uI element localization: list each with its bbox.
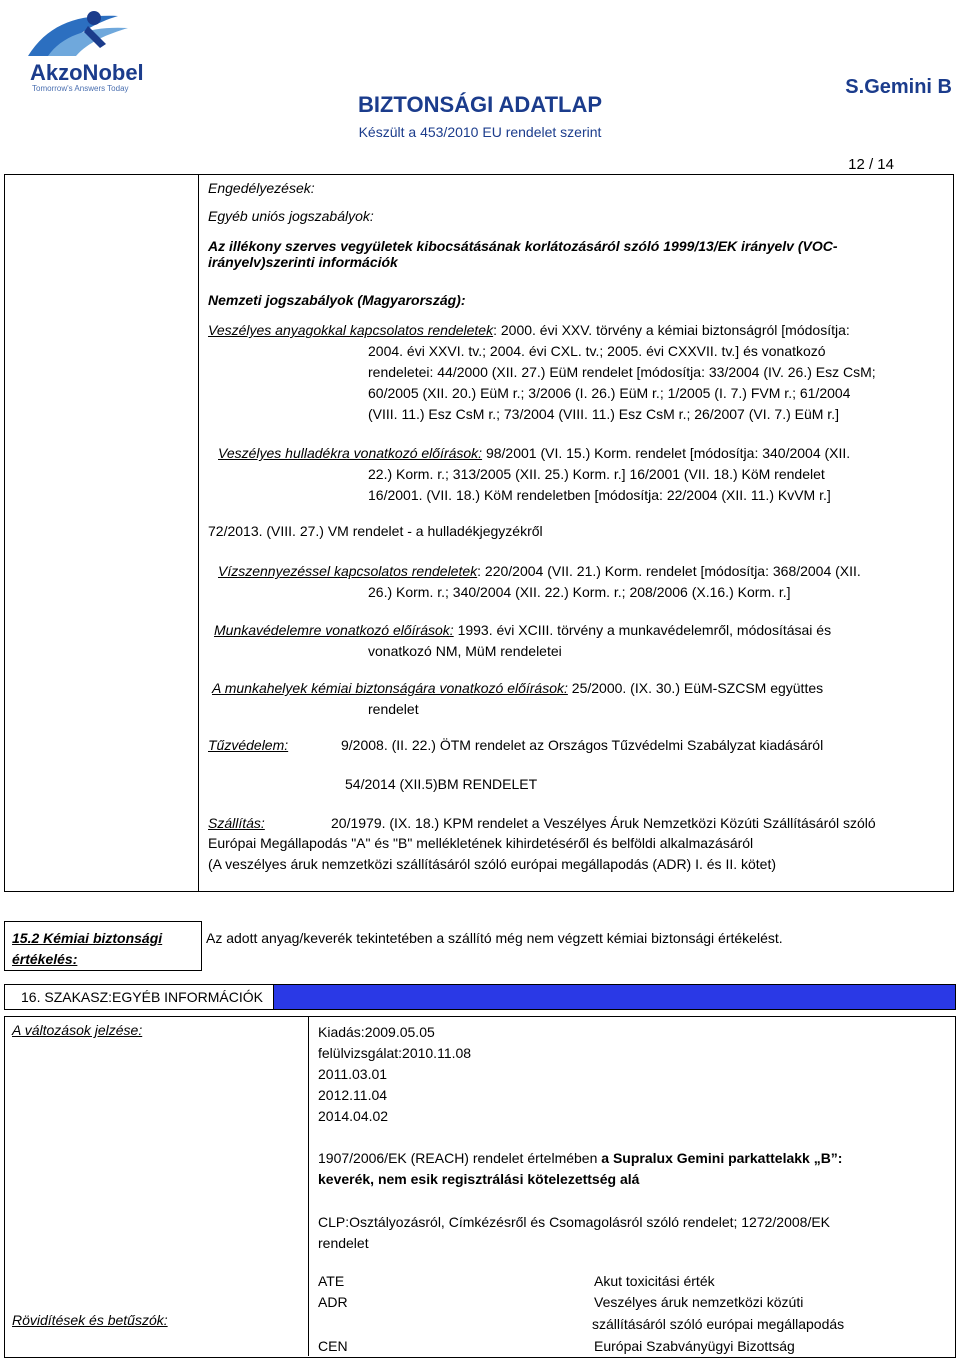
hazardous-waste-regulations: Veszélyes hulladékra vonatkozó előírások: 98/2001 (VI. 15.) Korm. rendelet [módosítja: 340/2004 (XII. 22.) Korm. r.; 313/2005 (XII. 25.) Korm. r.] 16/2001 (VII. 18.) KöM rendelet 16/2001. (VII. 18.) KöM rendeletben [módosítja: 22/2004 (XII. 11.) KvVM r.] <box>218 445 851 503</box>
voc-directive-heading <box>208 238 948 270</box>
revision-dates <box>318 1022 471 1127</box>
chemical-safety-assessment-text: Az adott anyag/keverék tekintetében a szállító még nem végzett kémiai biztonsági értékelést. <box>206 930 783 946</box>
transport-regulation-3: (A veszélyes áruk nemzetközi szállításáról szóló európai megállapodás (ADR) I. és II. kötet) <box>208 856 777 872</box>
logo-wordmark: AkzoNobel <box>30 60 144 85</box>
other-eu-regulations-label: Egyéb uniós jogszabályok: <box>208 208 374 224</box>
other-information-divider <box>308 1016 309 1356</box>
waste-list-regulation: 72/2013. (VIII. 27.) VM rendelet - a hulladékjegyzékről <box>208 523 543 539</box>
national-regulations-heading: Nemzeti jogszabályok (Magyarország): <box>208 292 466 308</box>
fire-protection-label: Tűzvédelem: <box>208 737 289 753</box>
product-name: S.Gemini B <box>845 76 952 98</box>
reach-statement: 1907/2006/EK (REACH) rendelet értelmében a Supralux Gemini parkattelakk „B”: keverék, nem esik regisztrálási kötelezettség alá <box>318 1150 843 1187</box>
chemical-safety-assessment-label: 15.2 Kémiai biztonsági értékelés: <box>12 930 163 967</box>
revision-date: Kiadás:2009.05.05 <box>318 1024 435 1040</box>
fire-protection-regulation-2: 54/2014 (XII.5)BM RENDELET <box>345 776 538 792</box>
voc-line-2: irányelv)szerinti információk <box>208 254 398 270</box>
section-16-header-bar <box>4 984 956 1010</box>
water-pollution-label: Vízszennyezéssel kapcsolatos rendeletek <box>218 563 478 579</box>
abbreviation-row: szállításáról szóló európai megállapodás <box>592 1316 845 1332</box>
work-safety-regulations: Munkavédelemre vonatkozó előírások: 1993. évi XCIII. törvény a munkavédelemről, módosításai és vonatkozó NM, MüM rendeletei <box>214 622 832 659</box>
abbreviation-row: ATE Akut toxicitási érték <box>318 1273 715 1289</box>
abbreviations-list <box>318 1271 948 1357</box>
document-subtitle: Készült a 453/2010 EU rendelet szerint <box>358 124 602 140</box>
fire-protection-regulation-1: 9/2008. (II. 22.) ÖTM rendelet az Országos Tűzvédelmi Szabályzat kiadásáról <box>341 737 824 753</box>
section-16-title: 16. SZAKASZ:EGYÉB INFORMÁCIÓK <box>5 985 274 1009</box>
revision-date: 2012.11.04 <box>318 1087 388 1103</box>
hazardous-substances-label: Veszélyes anyagokkal kapcsolatos rendeletek <box>208 322 494 338</box>
logo-tagline: Tomorrow's Answers Today <box>32 84 129 93</box>
abbreviation-row: ADR Veszélyes áruk nemzetközi közúti <box>318 1294 804 1310</box>
changes-label: A változások jelzése: <box>12 1022 143 1038</box>
work-safety-label: Munkavédelemre vonatkozó előírások: <box>214 622 454 638</box>
hazardous-substances-regulations: Veszélyes anyagokkal kapcsolatos rendeletek: 2000. évi XXV. törvény a kémiai biztonságról [módosítja: 2004. évi XXVI. tv.; 2004. évi CXL. tv.; 2005. évi CXXVII. tv.] és vonatkozó rendeletei: 44/2000 (XII. 27.) EüM rendelet [módosítja: 33/2004 (IV. 26.) Esz CsM; 60/2005 (XII. 20.) EüM r.; 3/2006 (I. 26.) EüM r.; 1/2005 (I. 7.) FVM r.; 61/2004 (VIII. 11.) Esz CsM r.; 73/2004 (VIII. 11.) Esz CsM r.; 26/2007 (VI. 7.) EüM r.] <box>208 322 876 422</box>
transport-regulation-2: Európai Megállapodás "A" és "B" mellékletének kihirdetéséről és belföldi alkalmazásáról <box>208 835 754 851</box>
akzonobel-emblem-icon <box>18 4 148 64</box>
akzonobel-logo <box>18 4 148 96</box>
regulatory-info-left-margin <box>4 174 199 892</box>
transport-regulation-1: 20/1979. (IX. 18.) KPM rendelet a Veszélyes Áruk Nemzetközi Közúti Szállításáról szóló <box>331 815 876 831</box>
clp-statement: CLP:Osztályozásról, Címkézésről és Csomagolásról szóló rendelet; 1272/2008/EK rendelet <box>318 1214 831 1251</box>
page-number: 12 / 14 <box>848 156 894 173</box>
revision-date: felülvizsgálat:2010.11.08 <box>318 1045 472 1061</box>
hazardous-waste-label: Veszélyes hulladékra vonatkozó előírások: <box>218 445 483 461</box>
voc-line-1: Az illékony szerves vegyületek kibocsátásának korlátozásáról szóló 1999/13/EK irányelv (VOC- <box>208 238 838 254</box>
abbreviation-row: CEN Európai Szabványügyi Bizottság <box>318 1338 795 1354</box>
revision-date: 2011.03.01 <box>318 1066 388 1082</box>
workplace-chemical-safety-regulations: A munkahelyek kémiai biztonságára vonatkozó előírások: 25/2000. (IX. 30.) EüM-SZCSM együttes rendelet <box>212 680 824 717</box>
transport-label: Szállítás: <box>208 815 265 831</box>
document-title: BIZTONSÁGI ADATLAP <box>357 92 603 117</box>
authorizations-label: Engedélyezések: <box>208 180 315 196</box>
workplace-chemical-safety-label: A munkahelyek kémiai biztonságára vonatkozó előírások: <box>212 680 568 696</box>
revision-date: 2014.04.02 <box>318 1108 389 1124</box>
abbreviations-label: Rövidítések és betűszók: <box>12 1312 168 1328</box>
water-pollution-regulations: Vízszennyezéssel kapcsolatos rendeletek: 220/2004 (VII. 21.) Korm. rendelet [módosítja: 368/2004 (XII. 26.) Korm. r.; 340/2004 (XII. 22.) Korm. r.; 208/2006 (X.16.) Korm. r.] <box>218 563 861 600</box>
